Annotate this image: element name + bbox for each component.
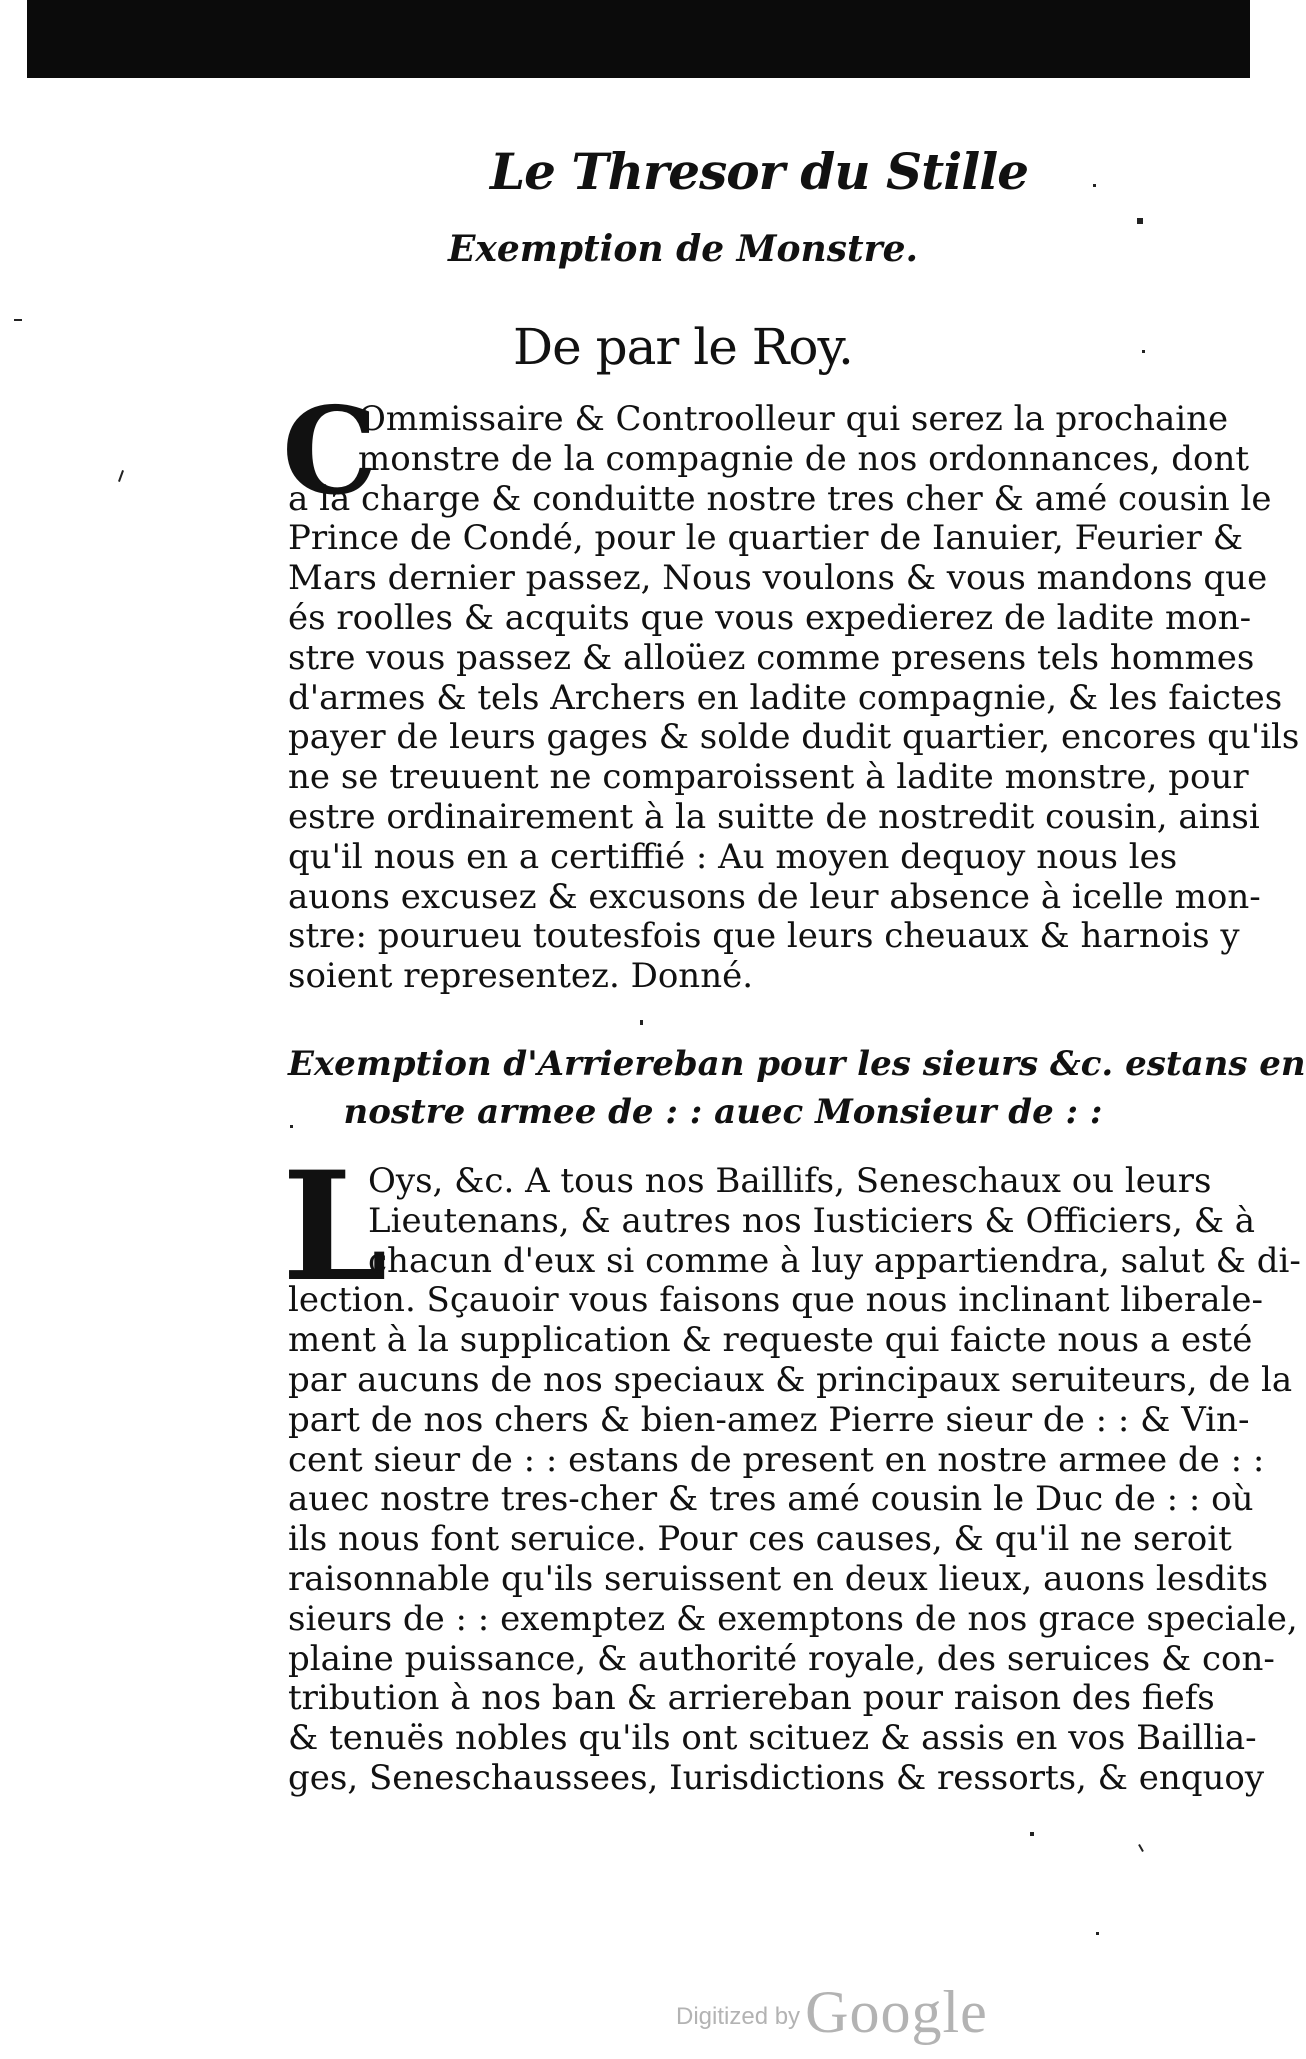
body-line: stre: pourueu toutesfois que leurs cheuaux & harnois y (288, 916, 1240, 957)
scan-speck (14, 319, 22, 321)
section-2-body (288, 1161, 1301, 1799)
running-head: Le Thresor du Stille (490, 142, 1029, 201)
body-line: d'armes & tels Archers en ladite compagnie, & les faictes (288, 677, 1283, 718)
scan-speck (290, 1125, 293, 1128)
drop-cap-l: L (282, 1139, 388, 1315)
body-line: raisonnable qu'ils seruissent en deux lieux, auons lesdits (288, 1558, 1269, 1599)
scan-speck (640, 1020, 643, 1025)
body-line: Prince de Condé, pour le quartier de Ianuier, Feurier & (288, 518, 1243, 559)
section-1-title: Exemption de Monstre. (447, 228, 919, 270)
section-2-title-line: nostre armee de : : auec Monsieur de : : (343, 1092, 1103, 1132)
body-line: ment à la supplication & requeste qui faicte nous a esté (288, 1320, 1253, 1361)
body-line: stre vous passez & alloüez comme presens tels hommes (288, 637, 1255, 678)
body-line: Lieutenans, & autres nos Iusticiers & Officiers, & à (368, 1200, 1256, 1241)
body-line: part de nos chers & bien-amez Pierre sieur de : : & Vin- (288, 1399, 1250, 1440)
section-1-body (288, 399, 1300, 997)
body-line: Oys, &c. A tous nos Baillifs, Seneschaux ou leurs (368, 1161, 1212, 1201)
body-line: payer de leurs gages & solde dudit quartier, encores qu'ils (288, 717, 1300, 758)
body-line: estre ordinairement à la suitte de nostredit cousin, ainsi (288, 796, 1260, 837)
section-1-subtitle: De par le Roy. (513, 318, 853, 376)
section-2-title-line: Exemption d'Arriereban pour les sieurs &c. estans en (288, 1044, 1306, 1084)
scan-speck (1138, 1844, 1144, 1852)
body-line: lection. Sçauoir vous faisons que nous inclinant liberale- (288, 1280, 1263, 1321)
body-line: a la charge & conduitte nostre tres cher & amé cousin le (288, 478, 1272, 519)
body-line: Mars dernier passez, Nous voulons & vous mandons que (288, 558, 1268, 599)
google-wordmark: Google (805, 1979, 988, 2045)
watermark-prefix: Digitized by (676, 2003, 801, 2030)
body-line: auons excusez & excusons de leur absence à icelle mon- (288, 876, 1261, 917)
body-line: auec nostre tres-cher & tres amé cousin le Duc de : : où (288, 1479, 1254, 1520)
scan-speck (1096, 1932, 1099, 1935)
body-line: és roolles & acquits que vous expedierez de ladite mon- (288, 597, 1252, 638)
body-line: monstre de la compagnie de nos ordonnances, dont (358, 438, 1250, 479)
scan-speck (118, 470, 124, 482)
body-line: sieurs de : : exemptez & exemptons de nos grace speciale, (288, 1598, 1298, 1639)
body-line: soient representez. Donné. (288, 956, 754, 997)
digitized-by-google-watermark (676, 1978, 988, 2047)
body-line: plaine puissance, & authorité royale, des seruices & con- (288, 1638, 1275, 1679)
scan-speck (1093, 184, 1096, 187)
body-line: ges, Seneschaussees, Iurisdictions & ressorts, & enquoy (288, 1757, 1265, 1798)
body-line: cent sieur de : : estans de present en nostre armee de : : (288, 1439, 1265, 1480)
scan-speck (1030, 1832, 1034, 1836)
body-line: chacun d'eux si comme à luy appartiendra, salut & di- (368, 1240, 1301, 1281)
drop-cap-c: C (282, 381, 378, 522)
body-line: & tenuës nobles qu'ils ont scituez & assis en vos Baillia- (288, 1718, 1257, 1759)
body-line: ils nous font seruice. Pour ces causes, & qu'il ne seroit (288, 1519, 1232, 1560)
body-line: qu'il nous en a certiffié : Au moyen dequoy nous les (288, 836, 1178, 877)
scan-speck (1142, 350, 1145, 353)
top-black-bar (27, 0, 1250, 78)
body-line: par aucuns de nos speciaux & principaux seruiteurs, de la (288, 1359, 1293, 1400)
section-2-title (288, 1040, 1306, 1136)
body-line: Ommissaire & Controolleur qui serez la prochaine (358, 399, 1229, 439)
scan-speck (1137, 218, 1143, 224)
body-line: ne se treuuent ne comparoissent à ladite monstre, pour (288, 757, 1249, 798)
body-line: tribution à nos ban & arriereban pour raison des fiefs (288, 1678, 1215, 1719)
